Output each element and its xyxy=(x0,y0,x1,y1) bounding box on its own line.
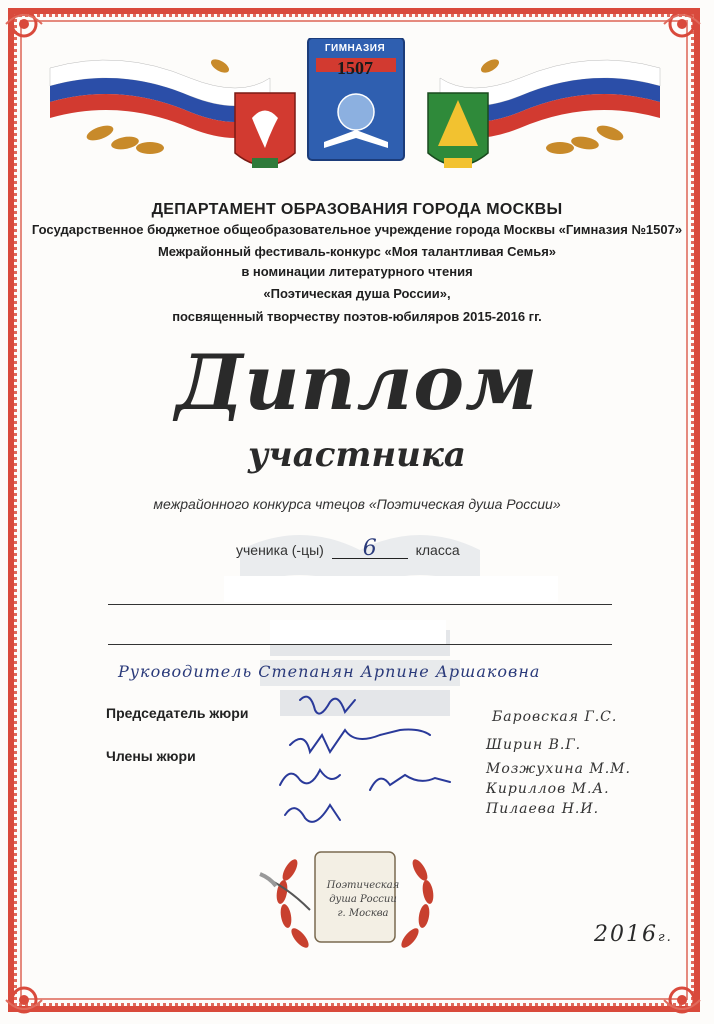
institution-name: Государственное бюджетное общеобразовательное учреждение города Москвы «Гимназия №1507» xyxy=(31,222,683,237)
nomination-title: «Поэтическая душа России», xyxy=(263,286,451,301)
department-title: ДЕПАРТАМЕНТ ОБРАЗОВАНИЯ ГОРОДА МОСКВЫ xyxy=(151,201,563,218)
jury-name: Пилаева Н.И. xyxy=(486,801,600,817)
diploma-title: Диплом xyxy=(175,338,539,427)
year-value: 2016 xyxy=(594,922,658,947)
diploma-subtitle: участника xyxy=(248,435,466,475)
contest-description: межрайонного конкурса чтецов «Поэтическая душа России» xyxy=(153,496,561,512)
school-number-label: 1507 xyxy=(337,58,373,78)
grade-value: 6 xyxy=(332,540,408,559)
nomination-line: в номинации литературного чтения xyxy=(241,264,473,279)
jury-name: Баровская Г.С. xyxy=(492,709,618,725)
grade-row xyxy=(236,536,460,561)
festival-name: Межрайонный фестиваль-конкурс «Моя талантливая Семья» xyxy=(157,244,557,259)
dedication-line: посвященный творчеству поэтов-юбиляров 2015-2016 гг. xyxy=(172,309,542,324)
award-year xyxy=(594,922,673,947)
jury-signatures xyxy=(270,690,460,840)
redacted-name xyxy=(224,576,558,602)
jury-chair-label: Председатель жюри xyxy=(106,705,249,721)
year-suffix: г. xyxy=(658,930,673,945)
corner-ornament-icon xyxy=(2,978,46,1022)
medallion-text: душа России xyxy=(329,894,397,905)
school-name-label: ГИМНАЗИЯ xyxy=(324,43,386,54)
school-line xyxy=(108,644,612,645)
jury-name: Кириллов М.А. xyxy=(486,781,610,797)
corner-ornament-icon xyxy=(660,978,704,1022)
redacted-detail xyxy=(270,620,446,644)
jury-members-label: Члены жюри xyxy=(106,748,196,764)
school-badge-icon xyxy=(308,38,404,160)
name-line xyxy=(108,604,612,605)
grade-suffix: класса xyxy=(415,542,460,558)
jury-name: Ширин В.Г. xyxy=(486,737,582,753)
grade-prefix: ученика (-цы) xyxy=(236,542,324,558)
district-shield-right-icon xyxy=(428,93,488,168)
district-shield-left-icon xyxy=(235,93,295,168)
jury-name: Мозжухина М.М. xyxy=(486,761,631,777)
medallion-text: г. Москва xyxy=(337,908,389,919)
supervisor-line: Руководитель Степанян Арпине Аршаковна xyxy=(118,662,541,681)
medallion-text: Поэтическая xyxy=(326,880,400,891)
